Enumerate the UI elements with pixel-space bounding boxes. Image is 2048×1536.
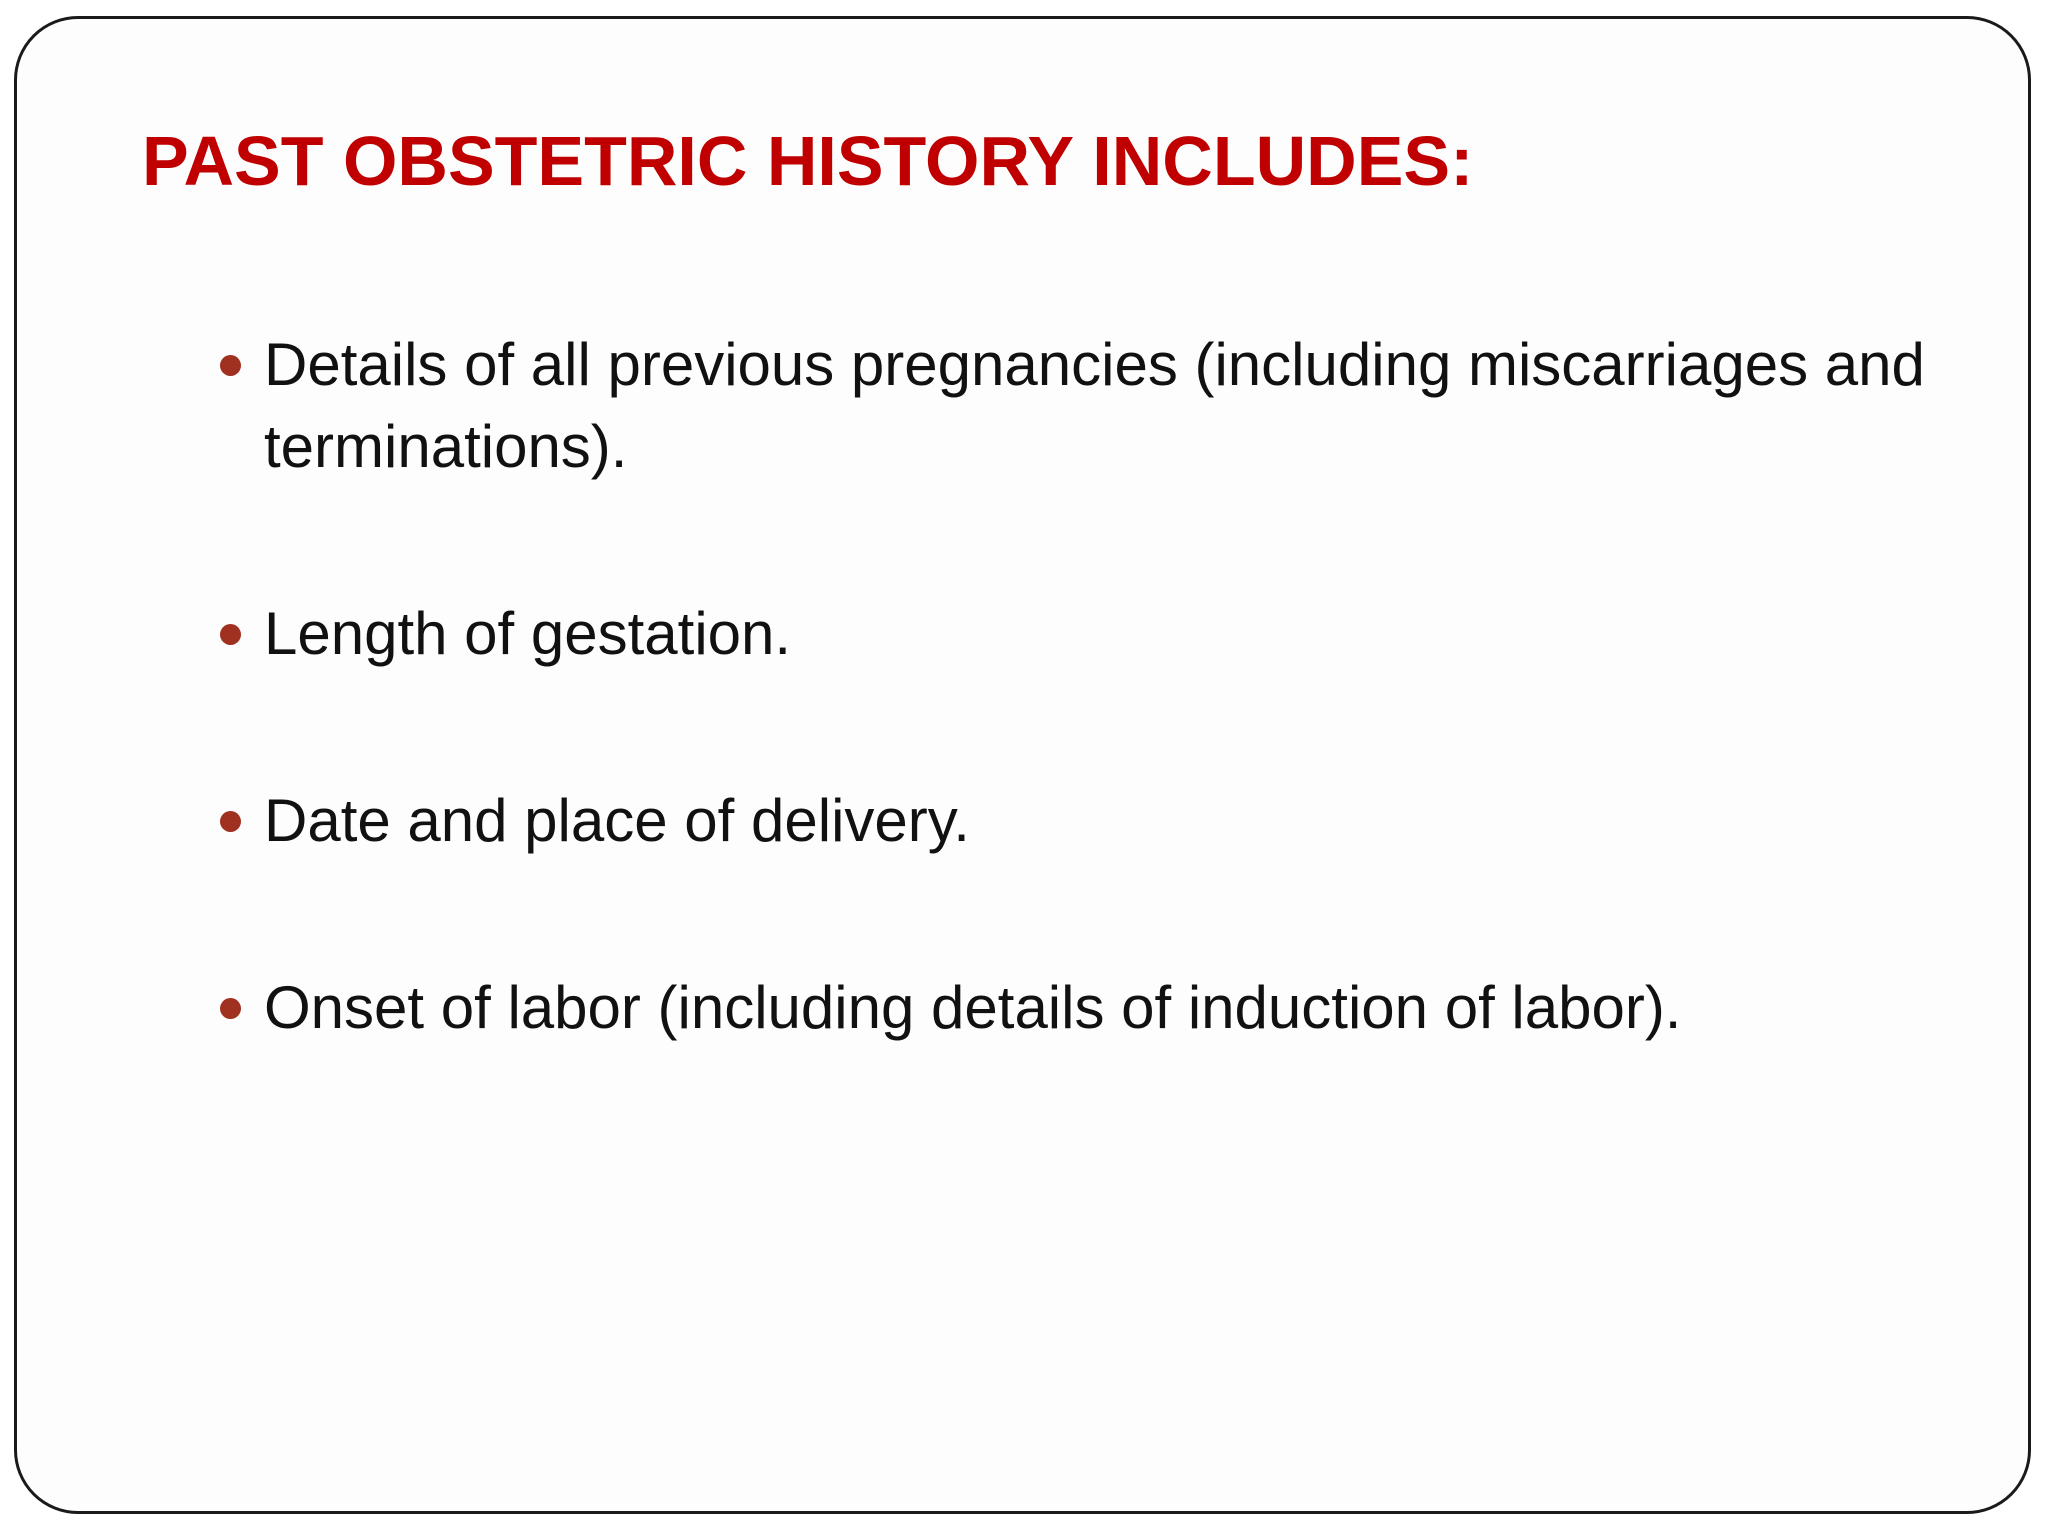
- bullet-text: Onset of labor (including details of induction of labor).: [264, 974, 1682, 1041]
- bullet-dot-icon: [220, 811, 241, 832]
- bullet-text: Length of gestation.: [264, 600, 792, 667]
- bullet-dot-icon: [220, 355, 241, 376]
- slide-title: PAST OBSTETRIC HISTORY INCLUDES:: [142, 122, 1474, 200]
- bullet-text: Date and place of delivery.: [264, 787, 970, 854]
- list-item: [212, 324, 1932, 488]
- list-item: [212, 593, 1932, 675]
- bullet-dot-icon: [220, 624, 241, 645]
- bullet-list: [212, 324, 1932, 1154]
- list-item: [212, 780, 1932, 862]
- list-item: [212, 967, 1932, 1049]
- bullet-text: Details of all previous pregnancies (including miscarriages and terminations).: [264, 331, 1925, 480]
- bullet-dot-icon: [220, 998, 241, 1019]
- slide-frame: [14, 16, 2031, 1514]
